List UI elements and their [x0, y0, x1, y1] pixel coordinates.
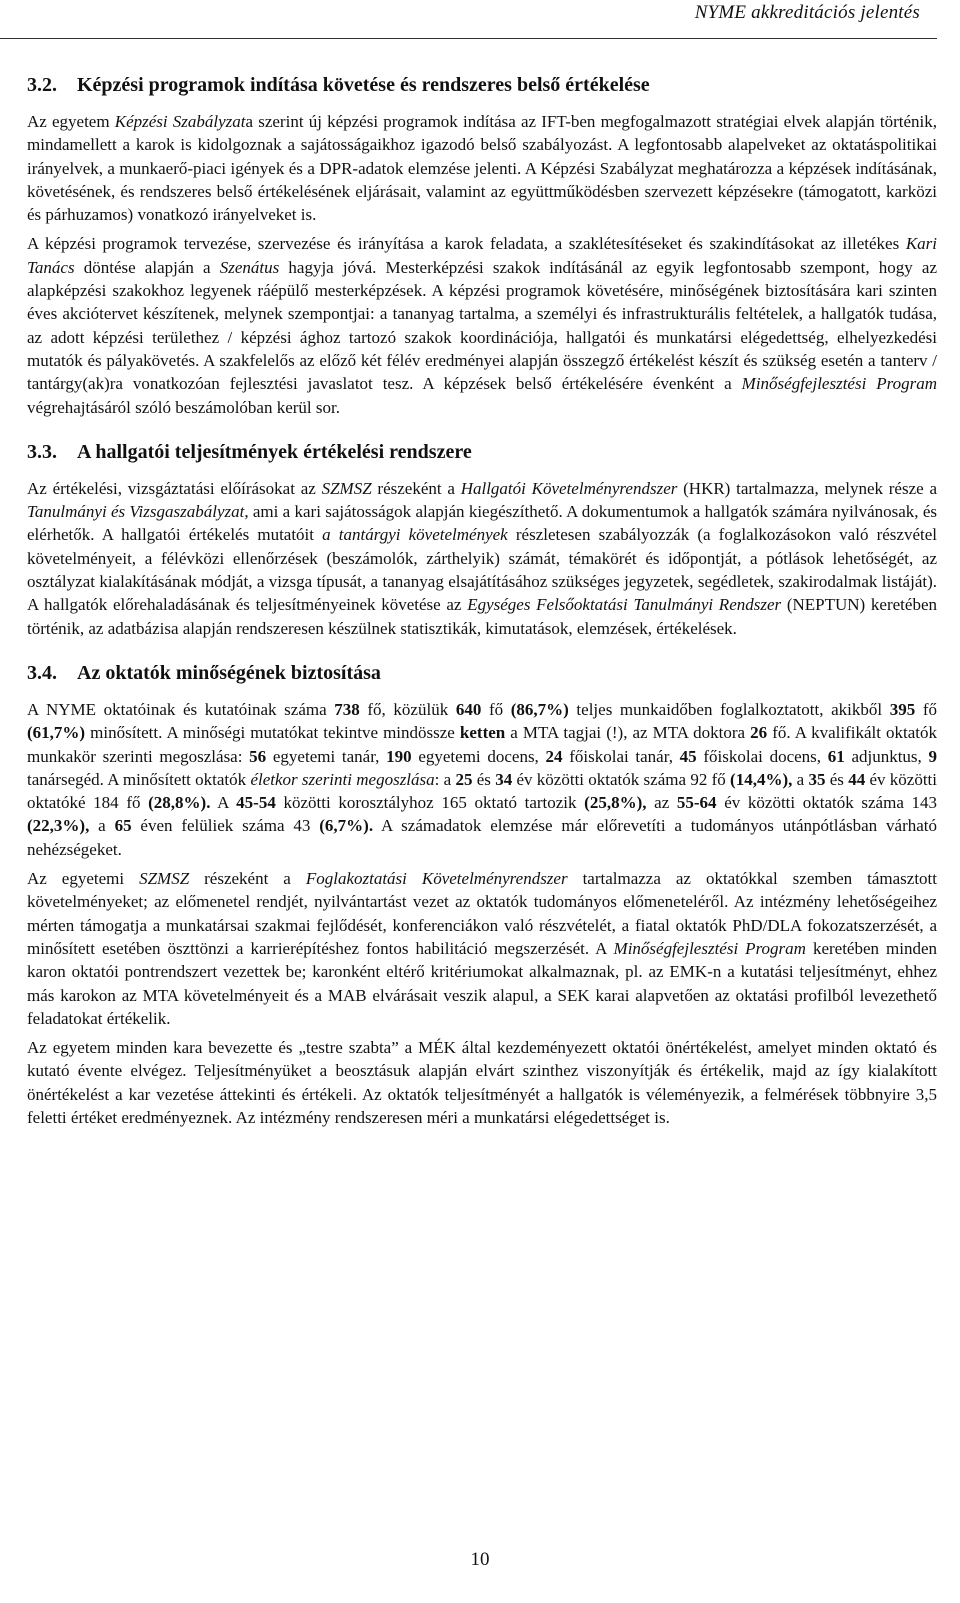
bold-run: 395 [889, 699, 916, 719]
text-run: főiskolai docens, [696, 746, 828, 766]
text-run: fő [915, 699, 937, 719]
text-run: Az egyetemi [27, 869, 140, 889]
text-run: egyetemi docens, [411, 746, 546, 766]
paragraph [27, 110, 937, 226]
text-run: év közötti oktatók száma 143 [716, 793, 938, 813]
bold-run: 44 [848, 769, 866, 789]
paragraph [27, 698, 937, 861]
bold-run: (14,4%), [730, 769, 793, 789]
italic-run: Hallgatói Követelményrendszer [460, 478, 678, 498]
text-run: és [472, 769, 496, 789]
section-title: Az oktatók minőségének biztosítása [77, 661, 381, 684]
text-run: év közötti oktatók száma 92 fő [512, 769, 731, 789]
text-run: döntése alapján a [74, 257, 220, 277]
page-header [0, 0, 960, 43]
italic-run: Minőségfejlesztési Program [741, 374, 938, 394]
header-divider [0, 38, 937, 39]
bold-run: 65 [114, 816, 132, 836]
text-run: az [646, 793, 677, 813]
text-run: egyetemi tanár, [266, 746, 387, 766]
paragraph [27, 867, 937, 1030]
bold-run: 25 [455, 769, 473, 789]
bold-run: 55-64 [676, 793, 717, 813]
italic-run: Egységes Felsőoktatási Tanulmányi Rendszer [467, 595, 782, 615]
bold-run: (86,7%) [510, 699, 569, 719]
text-run: fő [481, 699, 511, 719]
text-run: : a [434, 769, 456, 789]
bold-run: 190 [386, 746, 412, 766]
section-title: A hallgatói teljesítmények értékelési rendszere [77, 440, 472, 463]
text-run: Az egyetem minden kara bevezette és „testre szabta” a MÉK által kezdeményezett oktatói önértékelést, amelyet minden oktató és kutató évente elvégez. Teljesítményüket a beosztásuk alapján elvárt szinthez viszonyítják és értékelik, majd az így kialakított önértékelést a kar vezetése áttekinti és értékeli. Az oktatók teljesítményét a hallgatók is véleményezik, a felmérések többnyire 3,5 feletti értéket eredményeznek. Az intézmény rendszeresen méri a munkatársi elégedettséget is. [27, 1038, 937, 1127]
text-run: a szerint új képzési programok indítása az IFT-ben megfogalmazott stratégiai elvek alapján történik, mindamellett a karok is kidolgoznak a sajátosságaikhoz igazodó belső szabályozást. A legfontosabb alapelveket az oktatáspolitikai irányelvek, a munkaerő-piaci igények és a DPR-adatok elemzése jelenti. A Képzési Szabályzat meghatározza a képzések indításának, követésének, és rendszeres belső értékelésének eljárásait, valamint az együttműködésben szervezett képzésekre (támogatott, karközi és párhuzamos) vonatkozó irányelveket is. [27, 112, 938, 225]
text-run: év közötti oktatóké 184 fő [27, 769, 938, 813]
text-run: részeként a [189, 869, 306, 889]
text-run: éven felüliek száma 43 [131, 816, 320, 836]
section-heading [27, 72, 937, 98]
text-run: részeként a [371, 478, 461, 498]
text-run: tartalmazza az oktatókkal szemben támasztott követelményeket; az előmenetel rendjét, nyilvántartást vezet az oktatók tudományos előmeneteléről. Az intézmény lehetőségeihez mérten támogatja a munkatársai szakmai fejlődését, konferenciákon való részvételét, a fiatal oktatók PhD/DLA fokozatszerzését, a minősített esetében öszttönzi a karrierépítéshez fontos habilitáció megszerzését. A [27, 869, 938, 958]
italic-run: életkor szerinti megoszlása [250, 769, 435, 789]
text-run: (HKR) tartalmazza, melynek része a [677, 478, 937, 498]
section-heading [27, 660, 937, 686]
italic-run: Tanulmányi és Vizsgaszabályzat [27, 502, 245, 522]
text-run: végrehajtásáról szóló beszámolóban kerül sor. [27, 397, 340, 417]
bold-run: (25,8%), [584, 793, 647, 813]
bold-run: 35 [808, 769, 826, 789]
section-number: 3.4. [27, 661, 57, 684]
text-run: Az értékelési, vizsgáztatási előírásokat az [27, 478, 322, 498]
section-number: 3.2. [27, 74, 57, 96]
text-run: fő. A kvalifikált oktatók munkakör szerinti megoszlása: [27, 723, 938, 766]
italic-run: a tantárgyi követelmények [322, 525, 508, 545]
section-3-2 [27, 72, 937, 419]
italic-run: Foglakoztatási Követelményrendszer [305, 869, 568, 889]
paragraph [27, 477, 937, 640]
section-title: Képzési programok indítása követése és rendszeres belső értékelése [77, 74, 650, 96]
bold-run: (28,8%). [148, 793, 211, 813]
bold-run: ketten [459, 723, 506, 743]
text-run: teljes munkaidőben foglalkoztatott, akikből [568, 699, 890, 719]
bold-run: 61 [827, 746, 845, 766]
page-number: 10 [470, 1549, 490, 1570]
section-3-4 [27, 660, 937, 1129]
section-number: 3.3. [27, 440, 57, 463]
text-run: minősített. A minőségi mutatókat tekintve mindössze [85, 723, 460, 743]
bold-run: 45 [679, 746, 697, 766]
document-body [27, 72, 937, 1135]
text-run: , ami a kari sajátosságok alapján kiegészíthető. A dokumentumok a hallgatók számára nyilvánosak, és elérhetők. A hallgatói értékelés mutatóit [27, 502, 937, 545]
text-run: A számadatok elemzése már előrevetíti a tudományos utánpótlásban várható nehézségeket. [27, 816, 937, 859]
italic-run: Szenátus [219, 257, 280, 277]
text-run: A [210, 793, 237, 813]
text-run: fő, közülük [359, 699, 456, 719]
paragraph [27, 1036, 937, 1129]
bold-run: 24 [545, 746, 563, 766]
italic-run: SZMSZ [139, 869, 190, 889]
bold-run: 738 [334, 699, 360, 719]
bold-run: 640 [455, 699, 482, 719]
bold-run: 56 [249, 746, 267, 766]
document-header-title: NYME akkreditációs jelentés [694, 2, 920, 23]
text-run: keretében minden karon oktatói pontrendszert vezettek be; karonként eltérő kritériumokat alkalmaznak, pl. az EMK-n a kutatási teljesítményt, ehhez más karokon az MTA követelményeit és a MAB elvárásait veszik alapul, a SEK karai alapvetően az oktatási profilból levezethető feladatokat értékelik. [27, 938, 938, 1028]
text-run: A NYME oktatóinak és kutatóinak száma [27, 699, 335, 719]
text-run: Az egyetem [27, 112, 115, 131]
text-run: részletesen szabályozzák (a foglalkozásokon való részvétel követelményeit, a félévközi ellenőrzések (beszámolók, zárthelyik) számát, témakörét és időpontját, a pótlások lehetőségét, az osztályzat kialakításának módját, a vizsga típusát, a tananyag elsajátításához szükséges jegyzetek, segédletek, szakirodalmak listáját). A hallgatók előrehaladásának és teljesítményeinek követése az [27, 525, 937, 615]
text-run: a [89, 816, 115, 836]
text-run: közötti korosztályhoz 165 oktató tartozik [275, 793, 585, 813]
bold-run: (61,7%) [27, 723, 86, 743]
section-3-3 [27, 439, 937, 640]
text-run: főiskolai tanár, [562, 746, 680, 766]
bold-run: 9 [928, 746, 937, 766]
bold-run: (6,7%). [319, 816, 374, 836]
italic-run: Képzési Szabályzat [114, 112, 246, 131]
text-run: A képzési programok tervezése, szervezése és irányítása a karok feladata, a szaklétesítéseket és szakindításokat az illetékes [27, 234, 906, 254]
text-run: és [825, 769, 849, 789]
bold-run: (22,3%), [27, 816, 90, 836]
text-run: (NEPTUN) keretében történik, az adatbázisa alapján rendszeresen készülnek statisztikák, kimutatások, elemzések, értékelések. [27, 595, 937, 638]
text-run: adjunktus, [844, 746, 929, 766]
text-run: tanársegéd. A minősített oktatók [27, 769, 251, 789]
text-run: a [792, 769, 809, 789]
section-heading [27, 439, 937, 465]
paragraph [27, 232, 937, 418]
bold-run: 34 [495, 769, 513, 789]
italic-run: Kari Tanács [27, 234, 937, 277]
italic-run: Minőségfejlesztési Program [613, 938, 806, 958]
text-run: hagyja jóvá. Mesterképzési szakok indításánál az egyik legfontosabb szempont, hogy az alapképzési szakokhoz legyenek ráépülő mesterképzések. A képzési programok követésére, minőségének biztosítására kari szinten éves akciótervet készítenek, melynek szempontjai: a tananyag tartalma, a személyi és infrastrukturális feltételek, a hallgatók tudása, az adott képzési területhez / képzési ághoz tartozó szakok koordinációja, hallgatói és munkatársi elégedettség, elhelyezkedési mutatók és pályakövetés. A szakfelelős az előző két félév eredményei alapján összegző értékelést készít és szükség esetén a tanterv / tantárgy(ak)ra vonatkozóan fejlesztési javaslatot tesz. A képzések belső értékelésére évenként a [27, 257, 937, 394]
italic-run: SZMSZ [321, 478, 372, 498]
bold-run: 45-54 [236, 793, 276, 813]
text-run: a MTA tagjai (!), az MTA doktora [505, 723, 751, 743]
bold-run: 26 [750, 723, 768, 743]
